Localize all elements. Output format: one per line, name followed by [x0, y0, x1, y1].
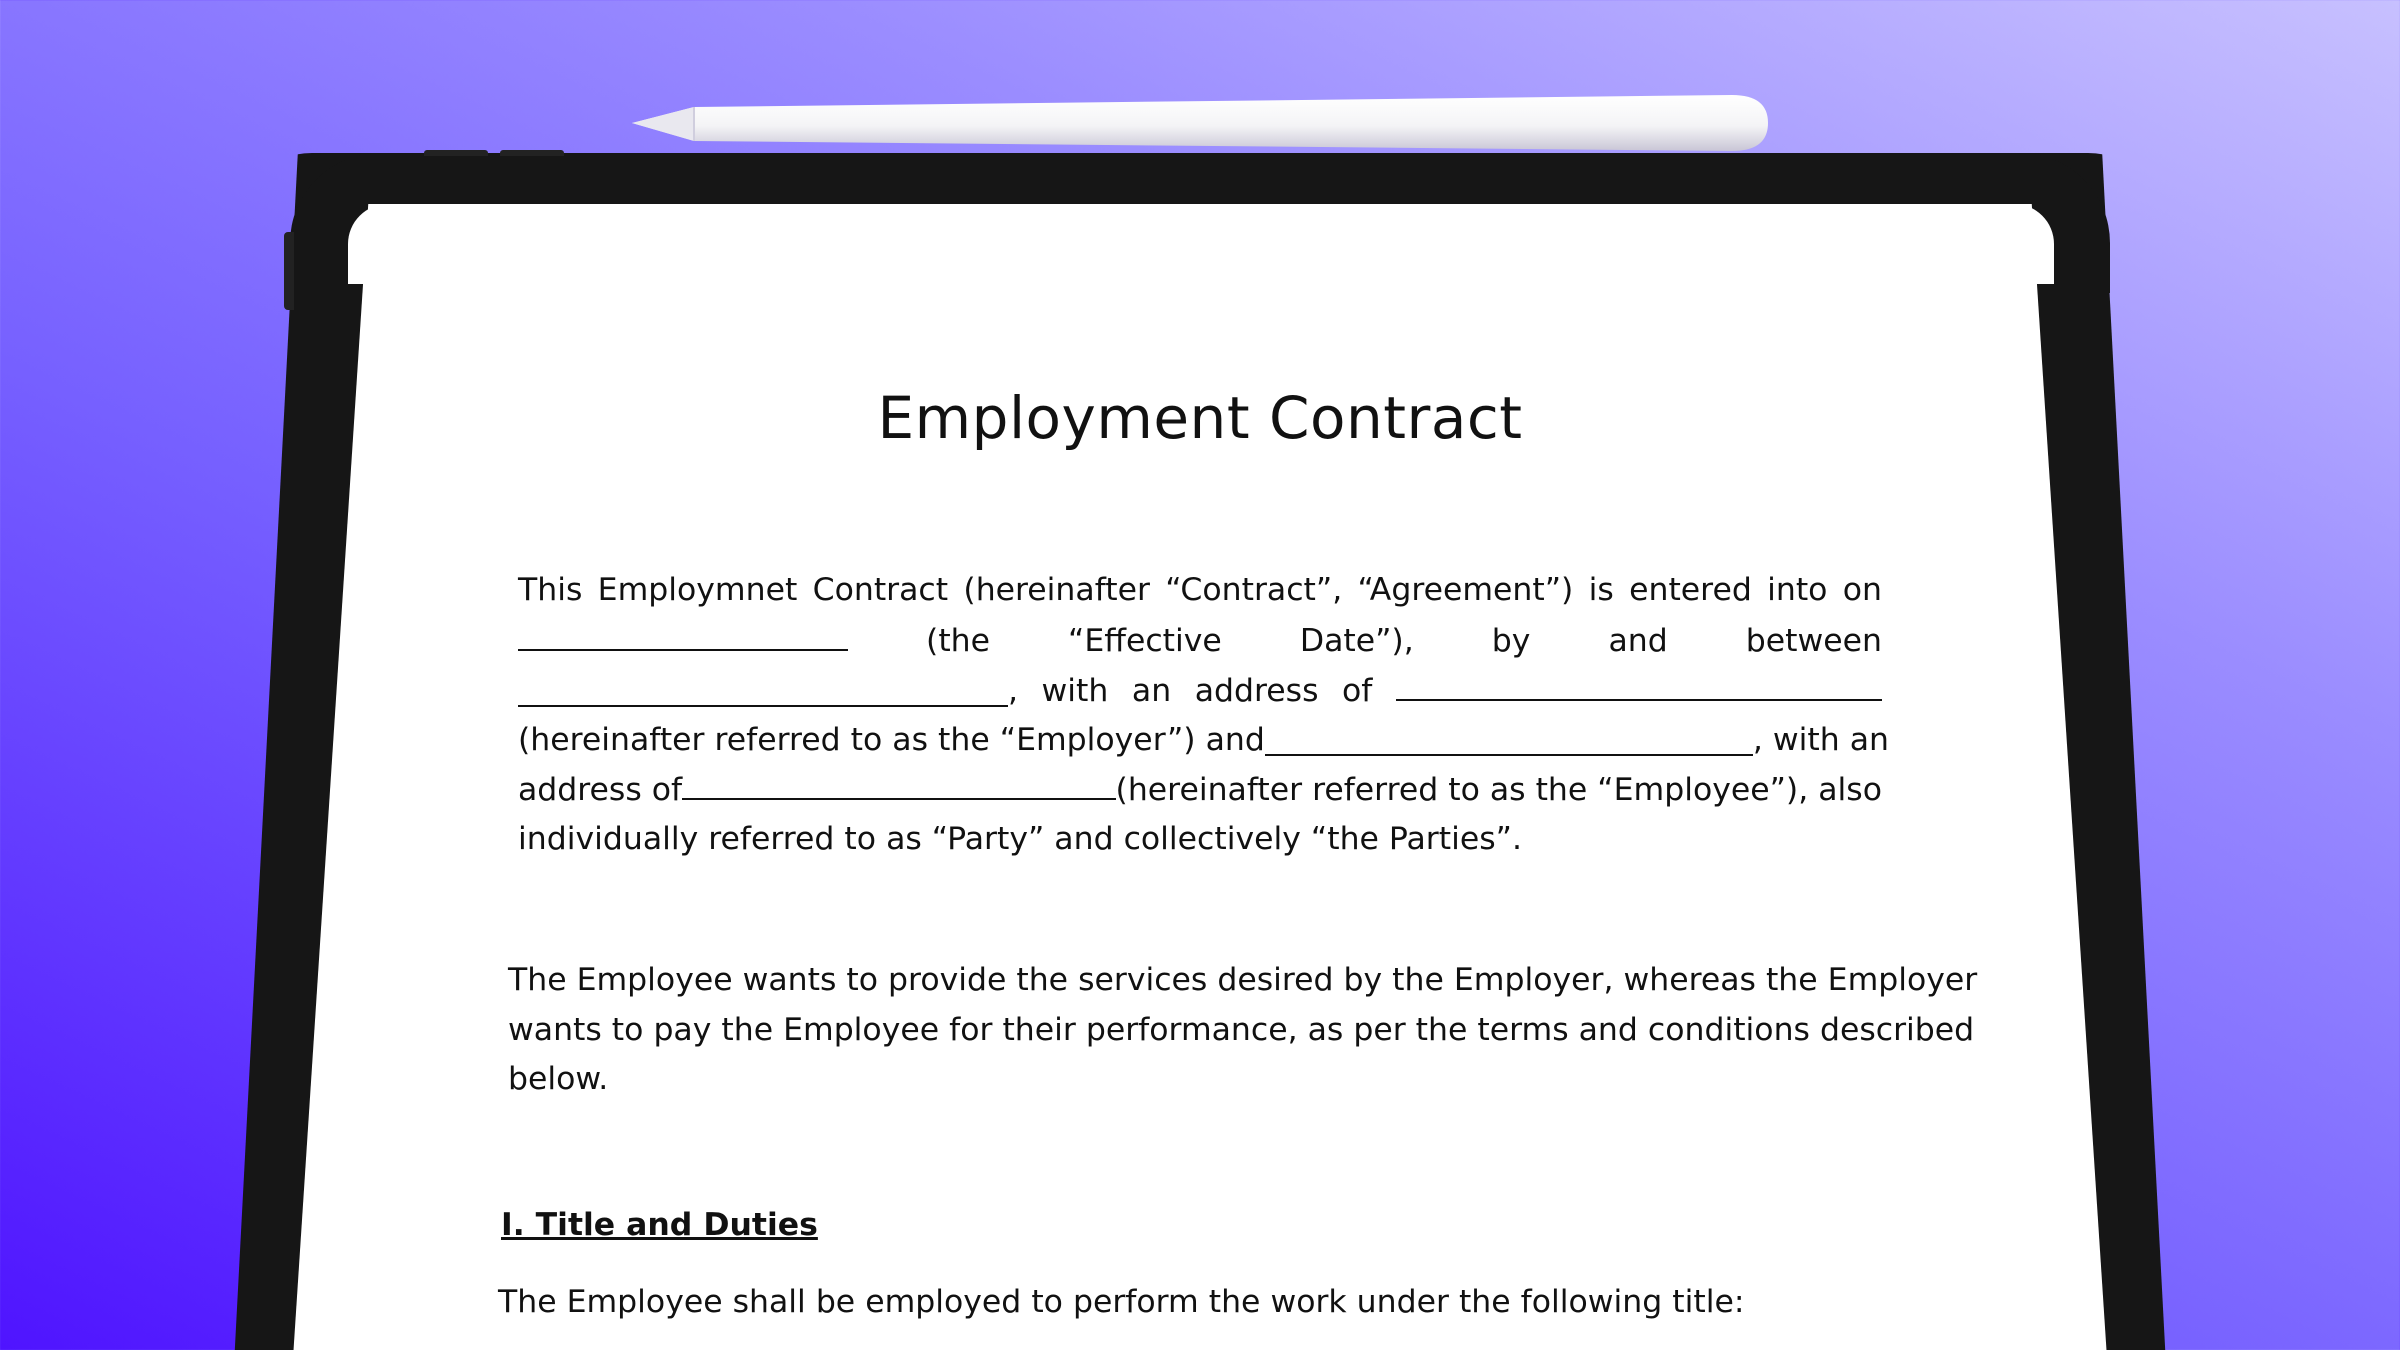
intro-line: (the “Effective Date”), by and between	[518, 615, 1882, 666]
intro-line: , with an address of	[518, 665, 1882, 716]
apple-pencil	[632, 93, 1768, 153]
intro-line: individually referred to as “Party” and collectively “the Parties”.	[518, 820, 1522, 857]
purpose-line: wants to pay the Employee for their performance, as per the terms and conditions described	[508, 1011, 1975, 1048]
volume-button	[500, 150, 564, 156]
purpose-paragraph	[508, 956, 1978, 1105]
employee-address-blank[interactable]	[682, 764, 1115, 800]
employer-address-blank[interactable]	[1396, 665, 1882, 701]
document-title: Employment Contract	[877, 384, 1523, 452]
intro-line: address of (hereinafter referred to as the “Employee”), also	[518, 764, 1882, 815]
effective-date-blank[interactable]	[518, 615, 848, 651]
intro-line: This Employmnet Contract (hereinafter “Contract”, “Agreement”) is entered into on	[518, 572, 1882, 608]
power-button	[284, 232, 294, 310]
employer-name-blank[interactable]	[518, 671, 1008, 707]
employee-name-blank[interactable]	[1265, 720, 1753, 756]
intro-line: (hereinafter referred to as the “Employer”) and , with an	[518, 721, 1889, 758]
volume-button	[424, 150, 488, 156]
purpose-line: The Employee wants to provide the services desired by the Employer, whereas the Employer	[508, 962, 1978, 998]
intro-paragraph	[518, 566, 1889, 864]
section-text: The Employee shall be employed to perform the work under the following title:	[498, 1284, 1745, 1320]
section-heading: I. Title and Duties	[501, 1207, 818, 1243]
purpose-line: below.	[508, 1061, 609, 1097]
tablet-screen-top	[348, 204, 2054, 284]
